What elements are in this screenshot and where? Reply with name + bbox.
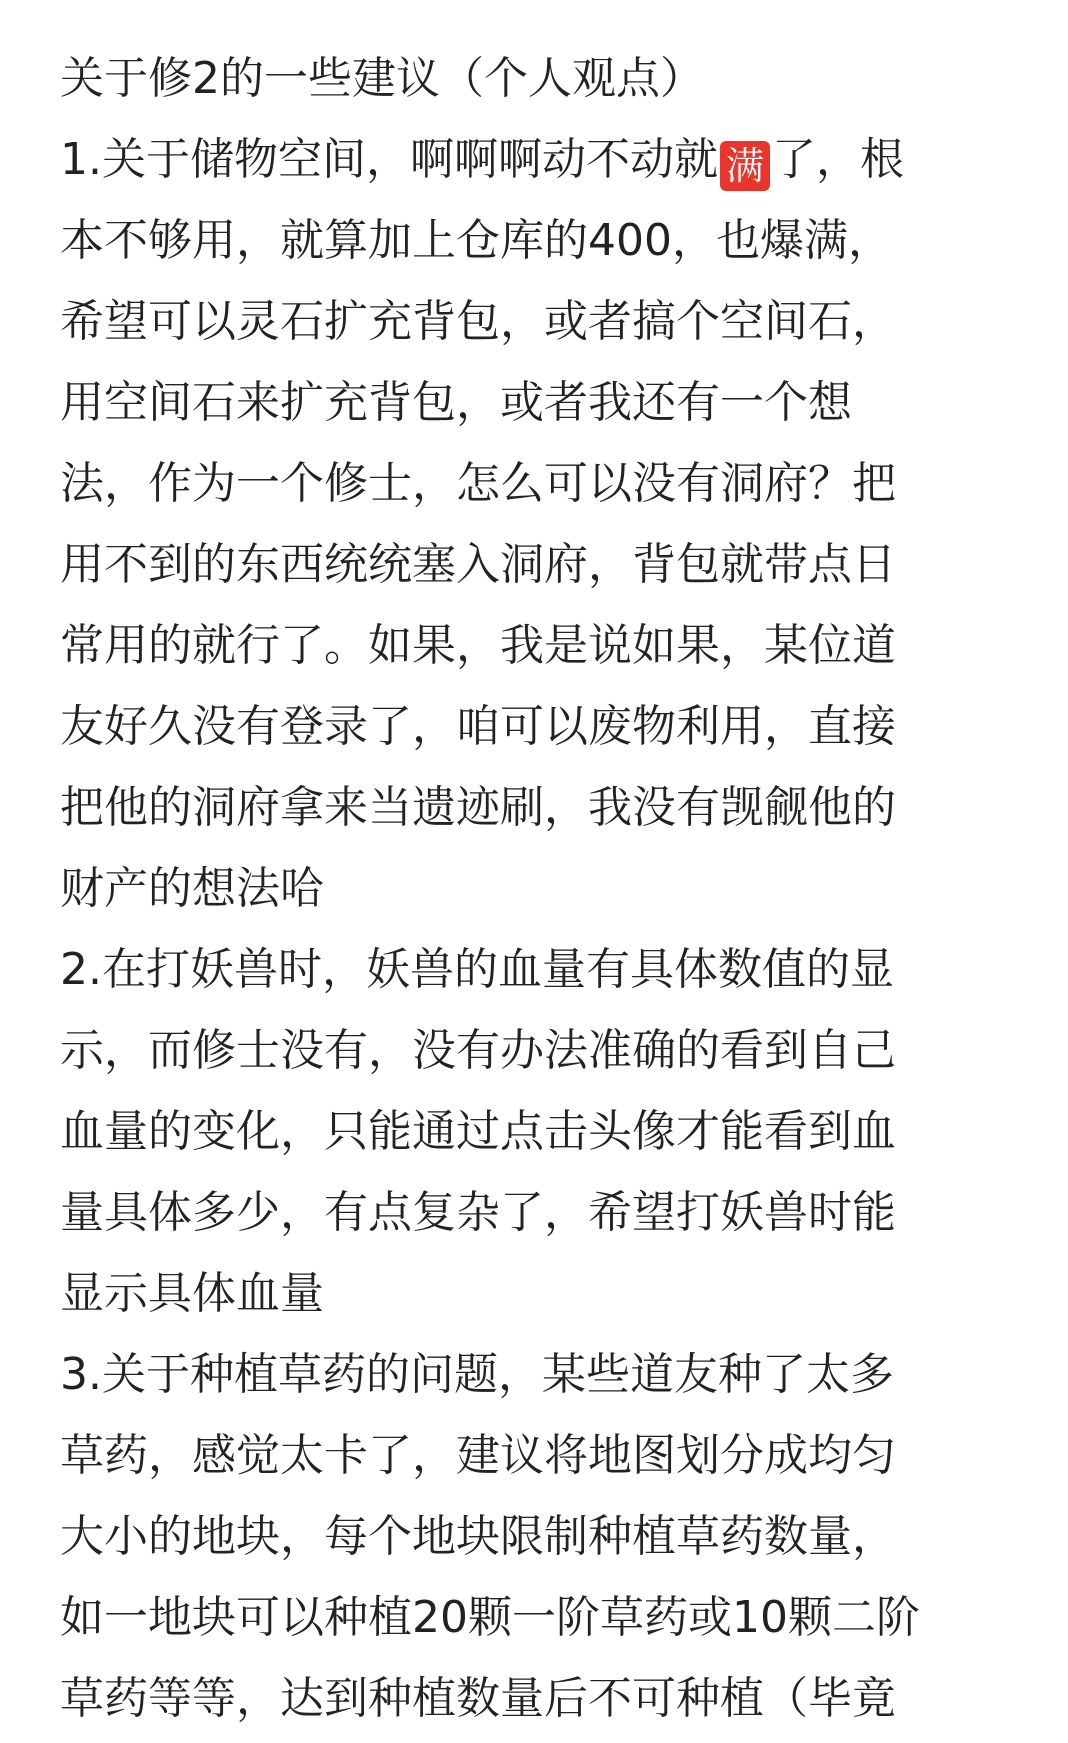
post-body xyxy=(60,38,1010,1739)
text-line: 如一地块可以种植20颗一阶草药或10颗二阶 xyxy=(60,1592,920,1643)
text-line: 常用的就行了。如果，我是说如果，某位道 xyxy=(60,620,896,671)
text-line: 草药，感觉太卡了，建议将地图划分成均匀 xyxy=(60,1430,896,1481)
text-line: 法，作为一个修士，怎么可以没有洞府？把 xyxy=(60,458,896,509)
text-line: 草药等等，达到种植数量后不可种植（毕竟 xyxy=(60,1673,896,1724)
text-line: 3.关于种植草药的问题，某些道友种了太多 xyxy=(60,1349,894,1400)
text-line xyxy=(60,119,1010,200)
text-line: 大小的地块，每个地块限制种植草药数量， xyxy=(60,1511,896,1562)
text-line: 希望可以灵石扩充背包，或者搞个空间石， xyxy=(60,296,896,347)
text-line: 用不到的东西统统塞入洞府，背包就带点日 xyxy=(60,539,896,590)
text-line: 显示具体血量 xyxy=(60,1268,324,1319)
text-line: 2.在打妖兽时，妖兽的血量有具体数值的显 xyxy=(60,944,894,995)
text-segment: 1.关于储物空间，啊啊啊动不动就 xyxy=(60,134,718,185)
text-line: 血量的变化，只能通过点击头像才能看到血 xyxy=(60,1106,896,1157)
text-line: 把他的洞府拿来当遗迹刷，我没有觊觎他的 xyxy=(60,782,896,833)
text-line: 财产的想法哈 xyxy=(60,863,324,914)
text-line: 本不够用，就算加上仓库的400，也爆满， xyxy=(60,215,892,266)
text-line: 量具体多少，有点复杂了，希望打妖兽时能 xyxy=(60,1187,896,1238)
text-line: 友好久没有登录了，咱可以废物利用，直接 xyxy=(60,701,896,752)
man-emoji-icon: 满 xyxy=(720,141,770,191)
post-title: 关于修2的一些建议（个人观点） xyxy=(60,53,704,104)
text-segment: 了，根 xyxy=(771,134,904,185)
text-line: 用空间石来扩充背包，或者我还有一个想 xyxy=(60,377,852,428)
text-line: 示，而修士没有，没有办法准确的看到自己 xyxy=(60,1025,896,1076)
